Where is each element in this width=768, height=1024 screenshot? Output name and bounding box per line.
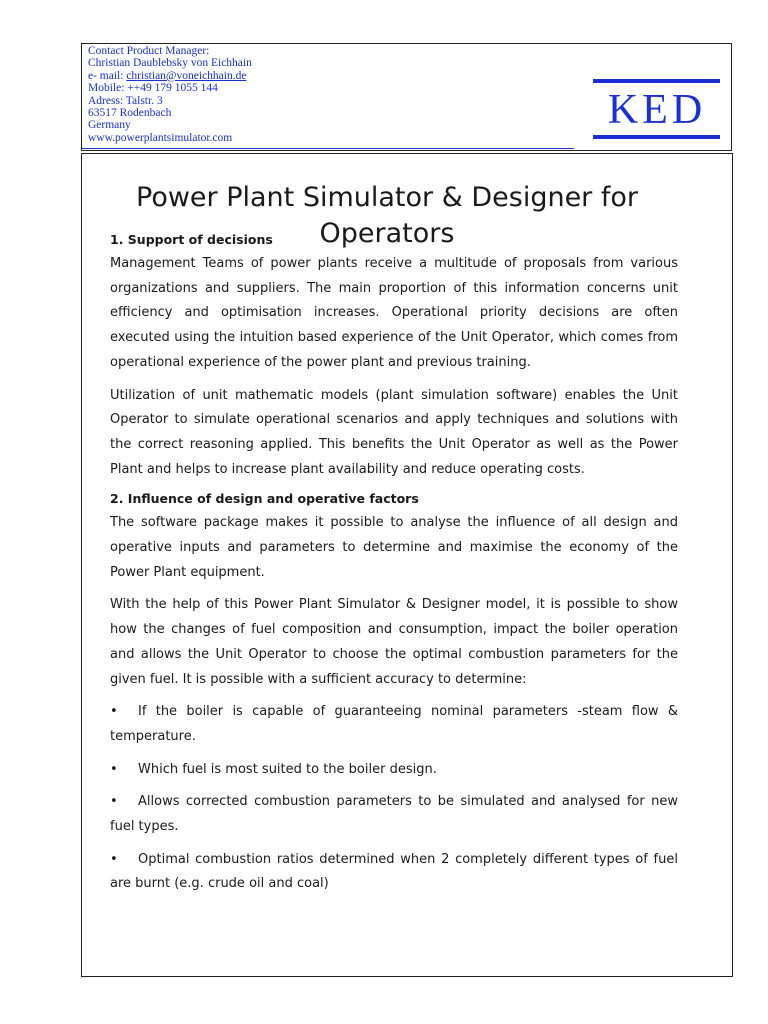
page-title-line2: Operators <box>319 218 455 250</box>
paragraph: The software package makes it possible to analyse the influence of all design and operative inputs and parameters to determine and maximise the economy of the Power Plant equipment. <box>110 515 678 580</box>
bullet-icon: • <box>110 761 118 777</box>
paragraph: Utilization of unit mathematic models (plant simulation software) enables the Unit Operator to simulate operational scenarios and apply techniques and solutions with the correct reasoning applied. This benefits the Unit Operator as well as the Power Plant and helps to increase plant availability and reduce operating costs. <box>110 387 678 477</box>
header-divider <box>82 148 574 149</box>
header-box <box>81 43 732 151</box>
contact-address: Adress: Talstr. 3 <box>88 94 163 107</box>
bullet-item <box>110 848 678 897</box>
bullet-item <box>110 700 678 749</box>
bullet-icon: • <box>110 794 118 810</box>
contact-website: www.powerplantsimulator.com <box>88 131 233 144</box>
bullet-item <box>110 790 678 839</box>
bullet-item <box>110 758 678 783</box>
bullet-text: Which fuel is most suited to the boiler design. <box>138 761 437 777</box>
bullet-icon: • <box>110 851 118 867</box>
contact-mobile: Mobile: ++49 179 1055 144 <box>88 82 218 95</box>
bullet-text: Optimal combustion ratios determined when 2 completely different types of fuel are burnt (e.g. crude oil and coal) <box>110 851 678 892</box>
contact-label: Contact Product Manager: <box>88 45 210 57</box>
contact-city: 63517 Rodenbach <box>88 107 172 120</box>
contact-email-prefix: e- mail: <box>88 69 127 82</box>
section-heading: 1. Support of decisions <box>110 232 273 247</box>
bullet-text: Allows corrected combustion parameters to be simulated and analysed for new fuel types. <box>110 794 678 835</box>
contact-name: Christian Daublebsky von Eichhain <box>88 57 252 70</box>
logo-top-bar <box>593 79 720 83</box>
contact-country: Germany <box>88 119 131 132</box>
document-body <box>110 231 678 905</box>
paragraph: With the help of this Power Plant Simulator & Designer model, it is possible to show how the changes of fuel composition and consumption, impact the boiler operation and allows the Unit Operator to choose the optimal combustion parameters for the given fuel. It is possible with a sufficient accuracy to determine: <box>110 597 678 687</box>
contact-email-line <box>88 70 252 82</box>
paragraph: Management Teams of power plants receive a multitude of proposals from various organizations and suppliers. The main proportion of this information concerns unit efficiency and optimisation increases. Operational priority decisions are often executed using the intuition based experience of the Unit Operator, which comes from operational experience of the power plant and previous training. <box>110 256 678 370</box>
company-logo: KED <box>607 87 707 133</box>
logo-bottom-bar <box>593 135 720 139</box>
content-box <box>81 153 733 977</box>
bullet-text: If the boiler is capable of guaranteeing nominal parameters -steam flow & temperature. <box>110 704 678 744</box>
bullet-icon: • <box>110 704 118 720</box>
section-heading: 2. Influence of design and operative factors <box>110 491 419 507</box>
contact-block <box>88 45 252 144</box>
contact-email-link[interactable]: christian@voneichhain.de <box>126 69 247 82</box>
page-title-line1: Power Plant Simulator & Designer for <box>136 182 638 214</box>
